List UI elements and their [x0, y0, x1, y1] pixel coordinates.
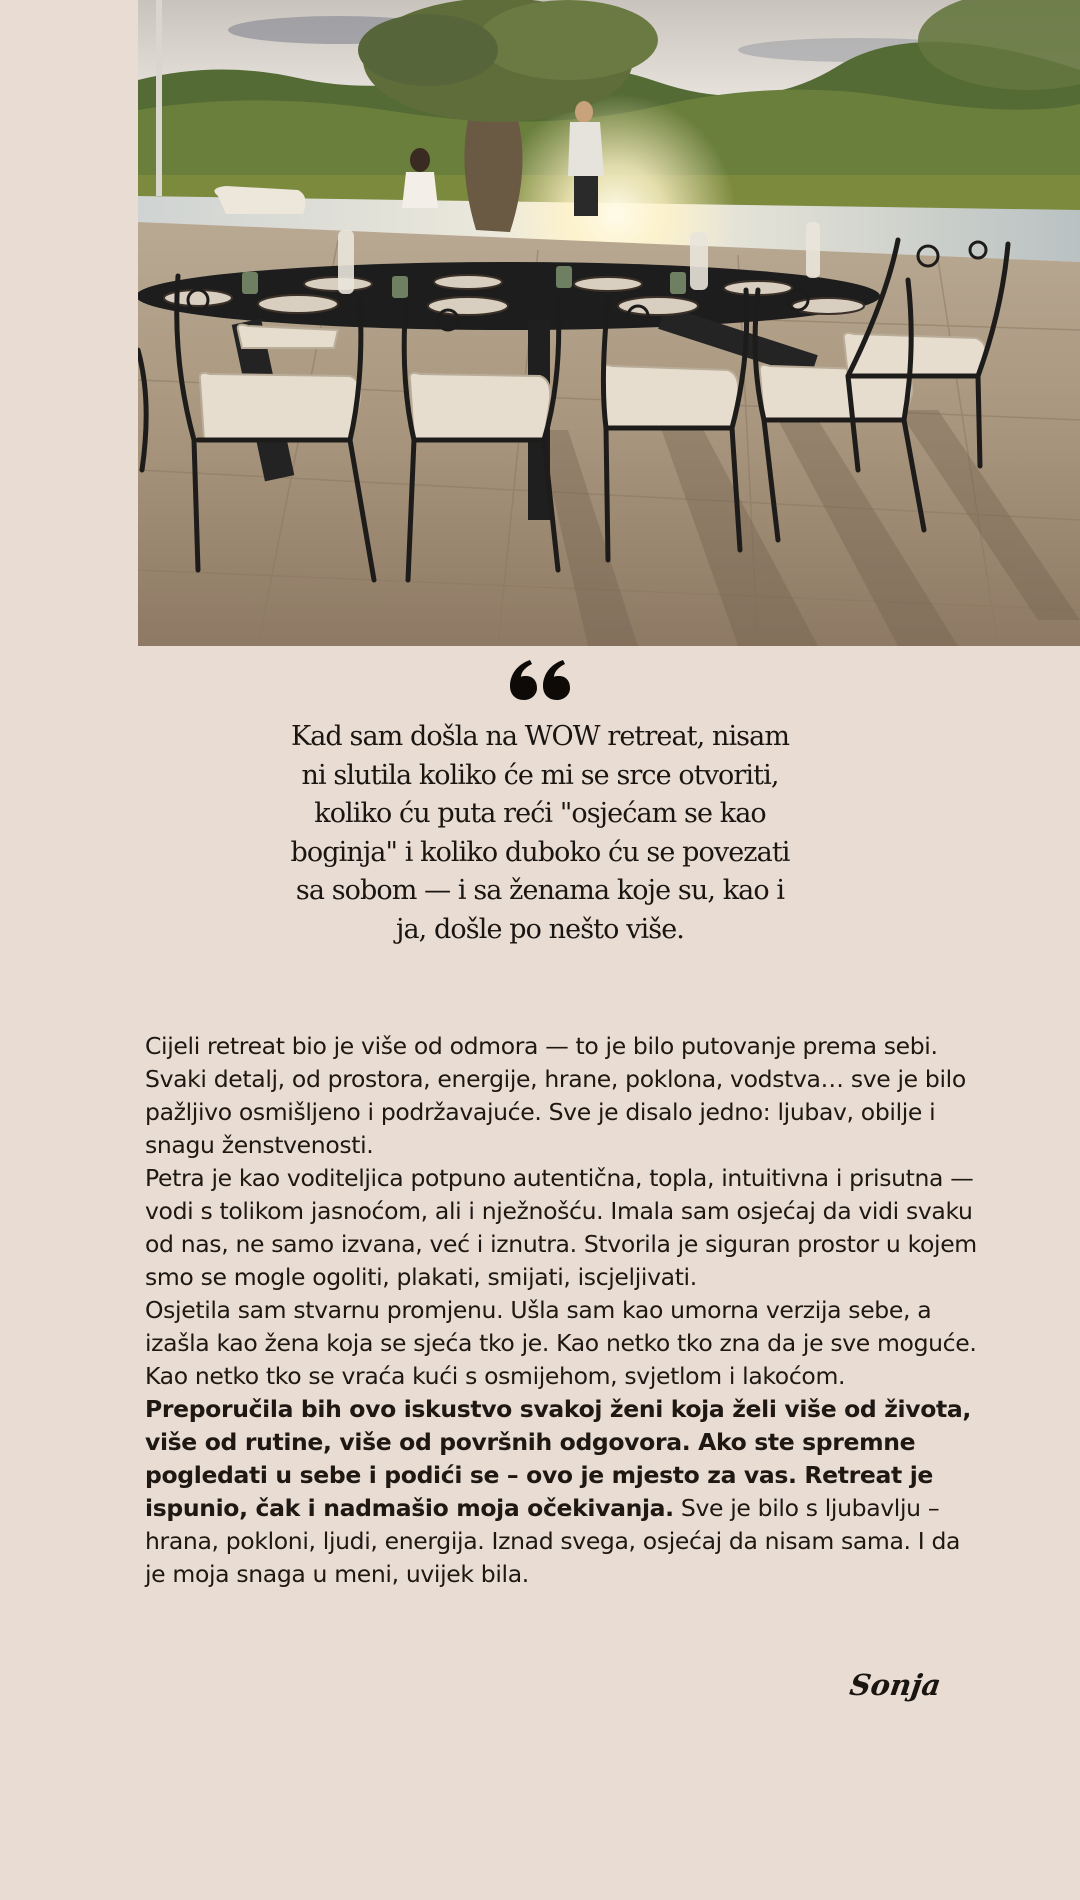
author-signature: Sonja: [847, 1668, 944, 1702]
paragraph-4: [145, 1393, 985, 1591]
paragraph-4-rest: Sve je bilo s ljubavlju – hrana, pokloni, ljudi, energija. Iznad svega, osjećaj da nisam sama. I da je moja snaga u meni, uvijek bila.: [145, 1494, 961, 1588]
paragraph-3: Osjetila sam stvarnu promjenu. Ušla sam kao umorna verzija sebe, a izašla kao žena koja se sjeća tko je. Kao netko tko zna da je sve moguće. Kao netko tko se vraća kući s osmijehom, svjetlom i lakoćom.: [145, 1296, 977, 1390]
paragraph-2: Petra je kao voditeljica potpuno autentična, topla, intuitivna i prisutna — vodi s tolikom jasnoćom, ali i nježnošću. Imala sam osjećaj da vidi svaku od nas, ne samo izvana, već i iznutra. Stvorila je siguran prostor u kojem smo se mogle ogoliti, plakati, smijati, iscjeljivati.: [145, 1164, 977, 1291]
quote-open-icon: [0, 660, 1080, 705]
paragraph-4-bold: Preporučila bih ovo iskustvo svakoj ženi koja želi više od života, više od rutine, više od površnih odgovora. Ako ste spremne pogledati u sebe i podići se – ovo je mjesto za vas. Retreat je ispunio, čak i nadmašio moja očekivanja.: [145, 1395, 971, 1522]
hero-image: [138, 0, 1080, 646]
paragraph-1: Cijeli retreat bio je više od odmora — to je bilo putovanje prema sebi. Svaki detalj, od prostora, energije, hrane, poklona, vodstva… sve je bilo pažljivo osmišljeno i podržavajuće. Sve je disalo jedno: ljubav, obilje i snagu ženstvenosti.: [145, 1032, 966, 1159]
testimonial-quote: Kad sam došla na WOW retreat, nisam ni slutila koliko će mi se srce otvoriti, koliko ću puta reći "osjećam se kao boginja" i koliko duboko ću se povezati sa sobom — i sa ženama koje su, kao i ja, došle po nešto više.: [290, 721, 790, 945]
testimonial-body: [145, 1030, 985, 1591]
